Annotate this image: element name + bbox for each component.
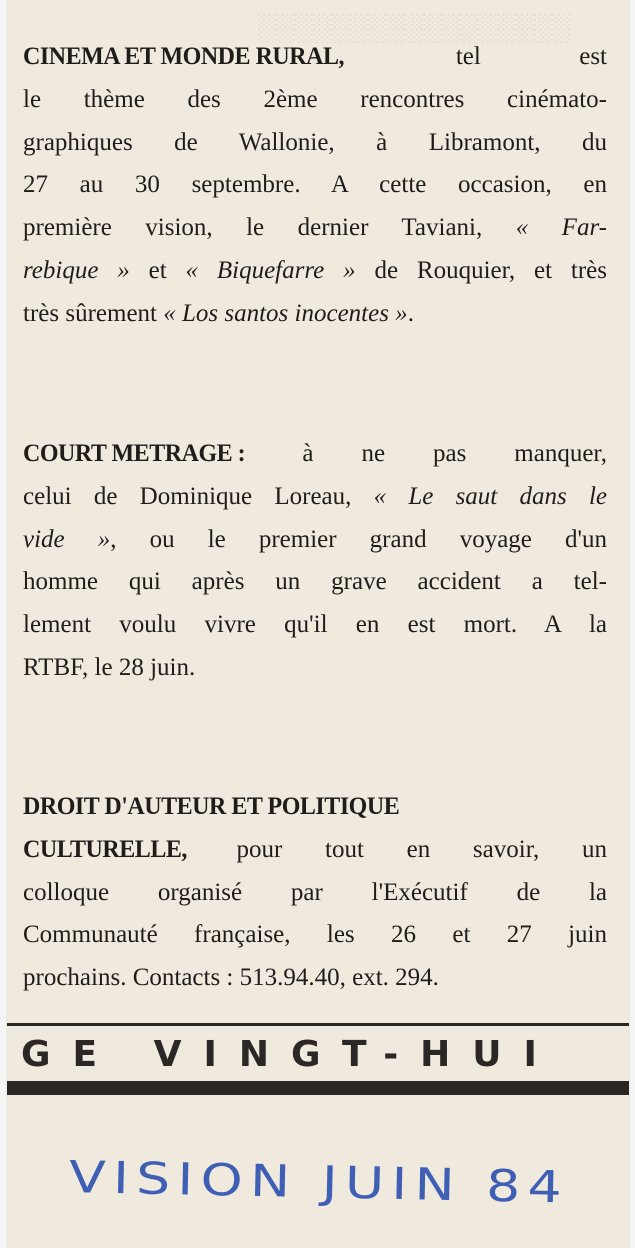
headline-run: CINEMA ET MONDE RURAL, (23, 43, 345, 70)
text-line (23, 476, 607, 519)
bottom-rule (7, 1081, 629, 1095)
headline-run: COURT METRAGE : (23, 440, 246, 467)
text-line (23, 561, 607, 604)
text-run: prochains. Contacts : 513.94.40, ext. 294. (23, 964, 439, 992)
text-line (23, 207, 607, 250)
text-line (23, 957, 607, 1000)
title-quote-run: « Biquefarre » (185, 256, 356, 284)
text-line (23, 433, 607, 476)
text-run: , ou le premier grand voyage d'un (110, 525, 607, 553)
text-run: RTBF, le 28 juin. (23, 653, 196, 681)
text-run: tel est (357, 43, 607, 70)
text-run: colloque organisé par l'Exécutif de la (23, 878, 607, 906)
title-quote-run: rebique » (23, 256, 130, 284)
text-run: première vision, le dernier Taviani, (23, 214, 516, 242)
handwritten-note-text: VISION JUIN 84 (68, 1152, 481, 1212)
article-cinema-monde-rural (23, 36, 607, 336)
text-run: Communauté française, les 26 et 27 juin (23, 921, 607, 949)
text-line (23, 829, 607, 872)
text-line (23, 164, 607, 207)
newspaper-clipping (7, 0, 629, 1248)
text-line (23, 647, 607, 690)
article-court-metrage (23, 433, 607, 690)
handwritten-note (7, 1125, 629, 1235)
text-line (23, 293, 607, 336)
text-line (23, 122, 607, 165)
text-line (23, 914, 607, 957)
text-line (23, 79, 607, 122)
text-run: de Rouquier, et très (355, 256, 608, 284)
headline-run: DROIT D'AUTEUR ET POLITIQUE (23, 793, 400, 820)
text-line (23, 604, 607, 647)
title-quote-run: « Far- (515, 214, 607, 242)
text-line (23, 786, 607, 829)
text-line (23, 36, 607, 79)
text-run: graphiques de Wallonie, à Libramont, du (23, 128, 607, 156)
text-line (23, 250, 607, 293)
page-band-text: GE VINGT-HUI (21, 1034, 559, 1075)
text-run: 27 au 30 septembre. A cette occasion, en (23, 171, 607, 199)
text-run: pour tout en savoir, un (193, 835, 607, 863)
text-run: celui de Dominique Loreau, (23, 482, 374, 510)
article-droit-auteur (23, 786, 607, 1000)
text-line (23, 872, 607, 915)
text-run: homme qui après un grave accident a tel- (23, 568, 607, 596)
text-run: lement voulu vivre qu'il en est mort. A la (23, 611, 607, 639)
text-run: et (129, 256, 186, 284)
title-quote-run: « Los santos inocentes » (163, 299, 408, 327)
text-run: très sûrement (23, 299, 164, 327)
title-quote-run: vide » (23, 525, 111, 553)
text-run: le thème des 2ème rencontres cinémato- (23, 85, 607, 113)
top-rule (7, 1023, 629, 1026)
text-line (23, 519, 607, 562)
text-run: à ne pas manquer, (254, 440, 607, 467)
text-run: . (407, 299, 414, 327)
title-quote-run: « Le saut dans le (373, 482, 607, 510)
show-through-texture: ░░░░░░░░░░░░░░░░░ (257, 13, 571, 42)
headline-run: CULTURELLE, (23, 835, 187, 863)
